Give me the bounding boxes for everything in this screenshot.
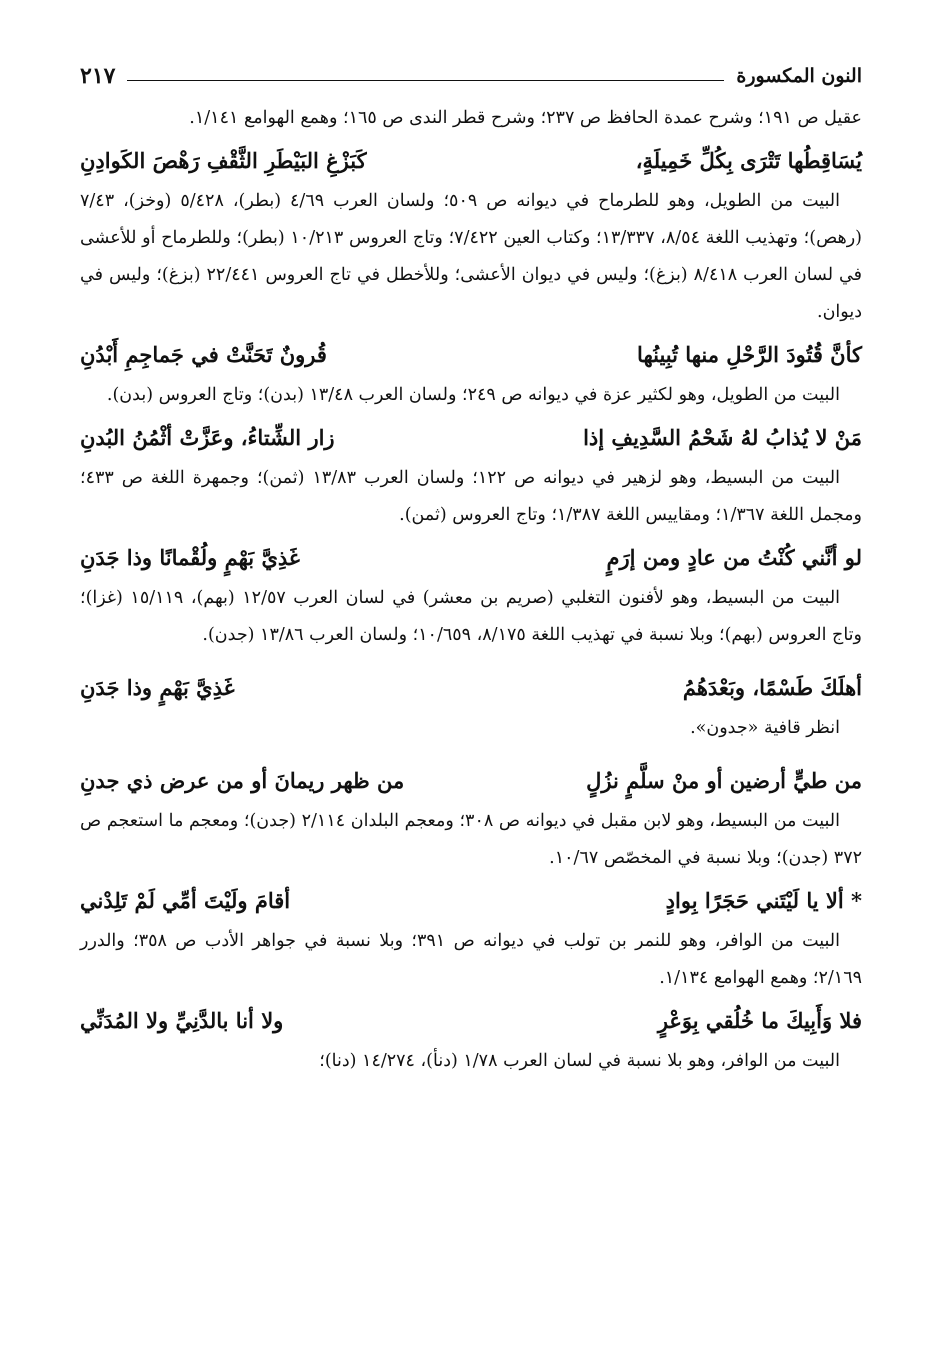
poem-verse: [80, 879, 862, 923]
page-header: [80, 58, 862, 94]
verse-first-hemistich: كأنَّ قُتُودَ الرَّحْلِ منها تُبِينُها: [637, 342, 862, 367]
verse-first-hemistich: يُسَاقِطُها تَتْرَى بِكُلِّ خَمِيلَةٍ،: [635, 148, 862, 173]
poem-verse: [80, 139, 862, 183]
poem-verse: [80, 536, 862, 580]
footnote-paragraph: البيت من الوافر، وهو للنمر بن تولب في ديوانه ص ٣٩١؛ وبلا نسبة في جواهر الأدب ص ٣٥٨؛ والدرر ٢/١٦٩؛ وهمع الهوامع ١/١٣٤.: [80, 931, 862, 988]
footnote-paragraph: البيت من الطويل، وهو لكثير عزة في ديوانه ص ٢٤٩؛ ولسان العرب ١٣/٤٨ (بدن)؛ وتاج العروس (بدن).: [106, 385, 840, 405]
verse-first-hemistich: * ألا يا لَيْتَني حَجَرًا بِوادٍ: [665, 888, 862, 913]
verse-second-hemistich: غَذِيَّ بَهْمٍ وذا جَدَنِ: [80, 675, 235, 700]
verse-first-hemistich: من طيٍّ أرضين أو منْ سلَّمٍ نزُلٍ: [586, 768, 862, 793]
footnote-paragraph: انظر قافية «جدون».: [690, 718, 840, 738]
footnote-paragraph: عقيل ص ١٩١؛ وشرح عمدة الحافظ ص ٢٣٧؛ وشرح قطر الندى ص ١٦٥؛ وهمع الهوامع ١/١٤١.: [189, 108, 862, 128]
poem-verse: [80, 416, 862, 460]
chapter-title: النون المكسورة: [736, 65, 862, 87]
poem-verse: [80, 999, 862, 1043]
verse-second-hemistich: غَذِيَّ بَهْمٍ ولُقْمانًا وذا جَدَنِ: [80, 545, 300, 570]
poem-verse: [80, 759, 862, 803]
spacer: [80, 654, 862, 664]
poem-verse: [80, 333, 862, 377]
footnote-paragraph: البيت من الوافر، وهو بلا نسبة في لسان العرب ١/٧٨ (دنأ)، ١٤/٢٧٤ (دنا)؛: [319, 1051, 840, 1071]
verse-first-hemistich: فلا وَأَبِيكَ ما خُلُقي بِوَعْرٍ: [657, 1008, 862, 1033]
page-number: ٢١٧: [80, 63, 116, 89]
footnote-paragraph: البيت من الطويل، وهو للطرماح في ديوانه ص ٥٠٩؛ ولسان العرب ٤/٦٩ (بطر)، ٥/٤٢٨ (وخز)، ٧/٤٣ (رهص)؛ وتهذيب اللغة ٨/٥٤، ١٣/٣٣٧؛ وكتاب العين ٧/٤٢٢؛ وتاج العروس ١٠/٢١٣ (بطر)؛ وللطرماح أو للأعشى في لسان العرب ٨/٤١٨ (بزغ)؛ وليس في ديوان الأعشى؛ وللأخطل في تاج العروس ٢٢/٤٤١ (بزغ)؛ وليس في ديوان.: [80, 191, 863, 322]
footnote-paragraph: البيت من البسيط، وهو لابن مقبل في ديوانه ص ٣٠٨؛ ومعجم البلدان ٢/١١٤ (جدن)؛ ومعجم ما استعجم ص ٣٧٢ (جدن)؛ وبلا نسبة في المخصّص ١٠/٦٧.: [80, 811, 862, 868]
verse-second-hemistich: كَبَزْغِ البَيْطَرِ الثَّقْفِ رَهْصَ الكَوادِنِ: [80, 148, 367, 173]
verse-first-hemistich: مَنْ لا يُذابُ لهُ شَحْمُ السَّدِيفِ إذا: [583, 425, 862, 450]
verse-second-hemistich: من ظهر ريمانَ أو من عرض ذي جدنِ: [80, 768, 405, 793]
spacer: [80, 747, 862, 757]
verse-second-hemistich: قُرونٌ تَحَنَّتْ في جَماجِمِ أَبْدُنِ: [80, 342, 327, 367]
verse-second-hemistich: أقامَ ولَيْتَ أمِّي لَمْ تَلِدْني: [80, 888, 291, 913]
page-content: [80, 100, 862, 1080]
verse-second-hemistich: ولا أنا بالدَّنِيِّ ولا المُدَنِّي: [80, 1008, 284, 1033]
footnote-paragraph: البيت من البسيط، وهو لزهير في ديوانه ص ١٢٢؛ ولسان العرب ١٣/٨٣ (ثمن)؛ وجمهرة اللغة ص ٤٣٣؛ ومجمل اللغة ١/٣٦٧؛ ومقاييس اللغة ١/٣٨٧؛ وتاج العروس (ثمن).: [80, 468, 862, 525]
book-page: [80, 58, 862, 1080]
footnote-paragraph: البيت من البسيط، وهو لأفنون التغلبي (صريم بن معشر) في لسان العرب ١٢/٥٧ (بهم)، ١٥/١١٩ (غزا)؛ وتاج العروس (بهم)؛ وبلا نسبة في تهذيب اللغة ٨/١٧٥، ١٠/٦٥٩؛ ولسان العرب ١٣/٨٦ (جدن).: [80, 588, 862, 645]
poem-verse: [80, 666, 862, 710]
verse-second-hemistich: زار الشِّتاءُ، وعَزَّتْ أثْمُنُ البُدنِ: [80, 425, 335, 450]
verse-first-hemistich: لو أنَّني كُنْتُ من عادٍ ومن إرَمٍ: [606, 545, 862, 570]
verse-first-hemistich: أهلَكَ طَسْمًا، وبَعْدَهُمُ: [682, 675, 862, 700]
header-rule: [127, 80, 724, 81]
